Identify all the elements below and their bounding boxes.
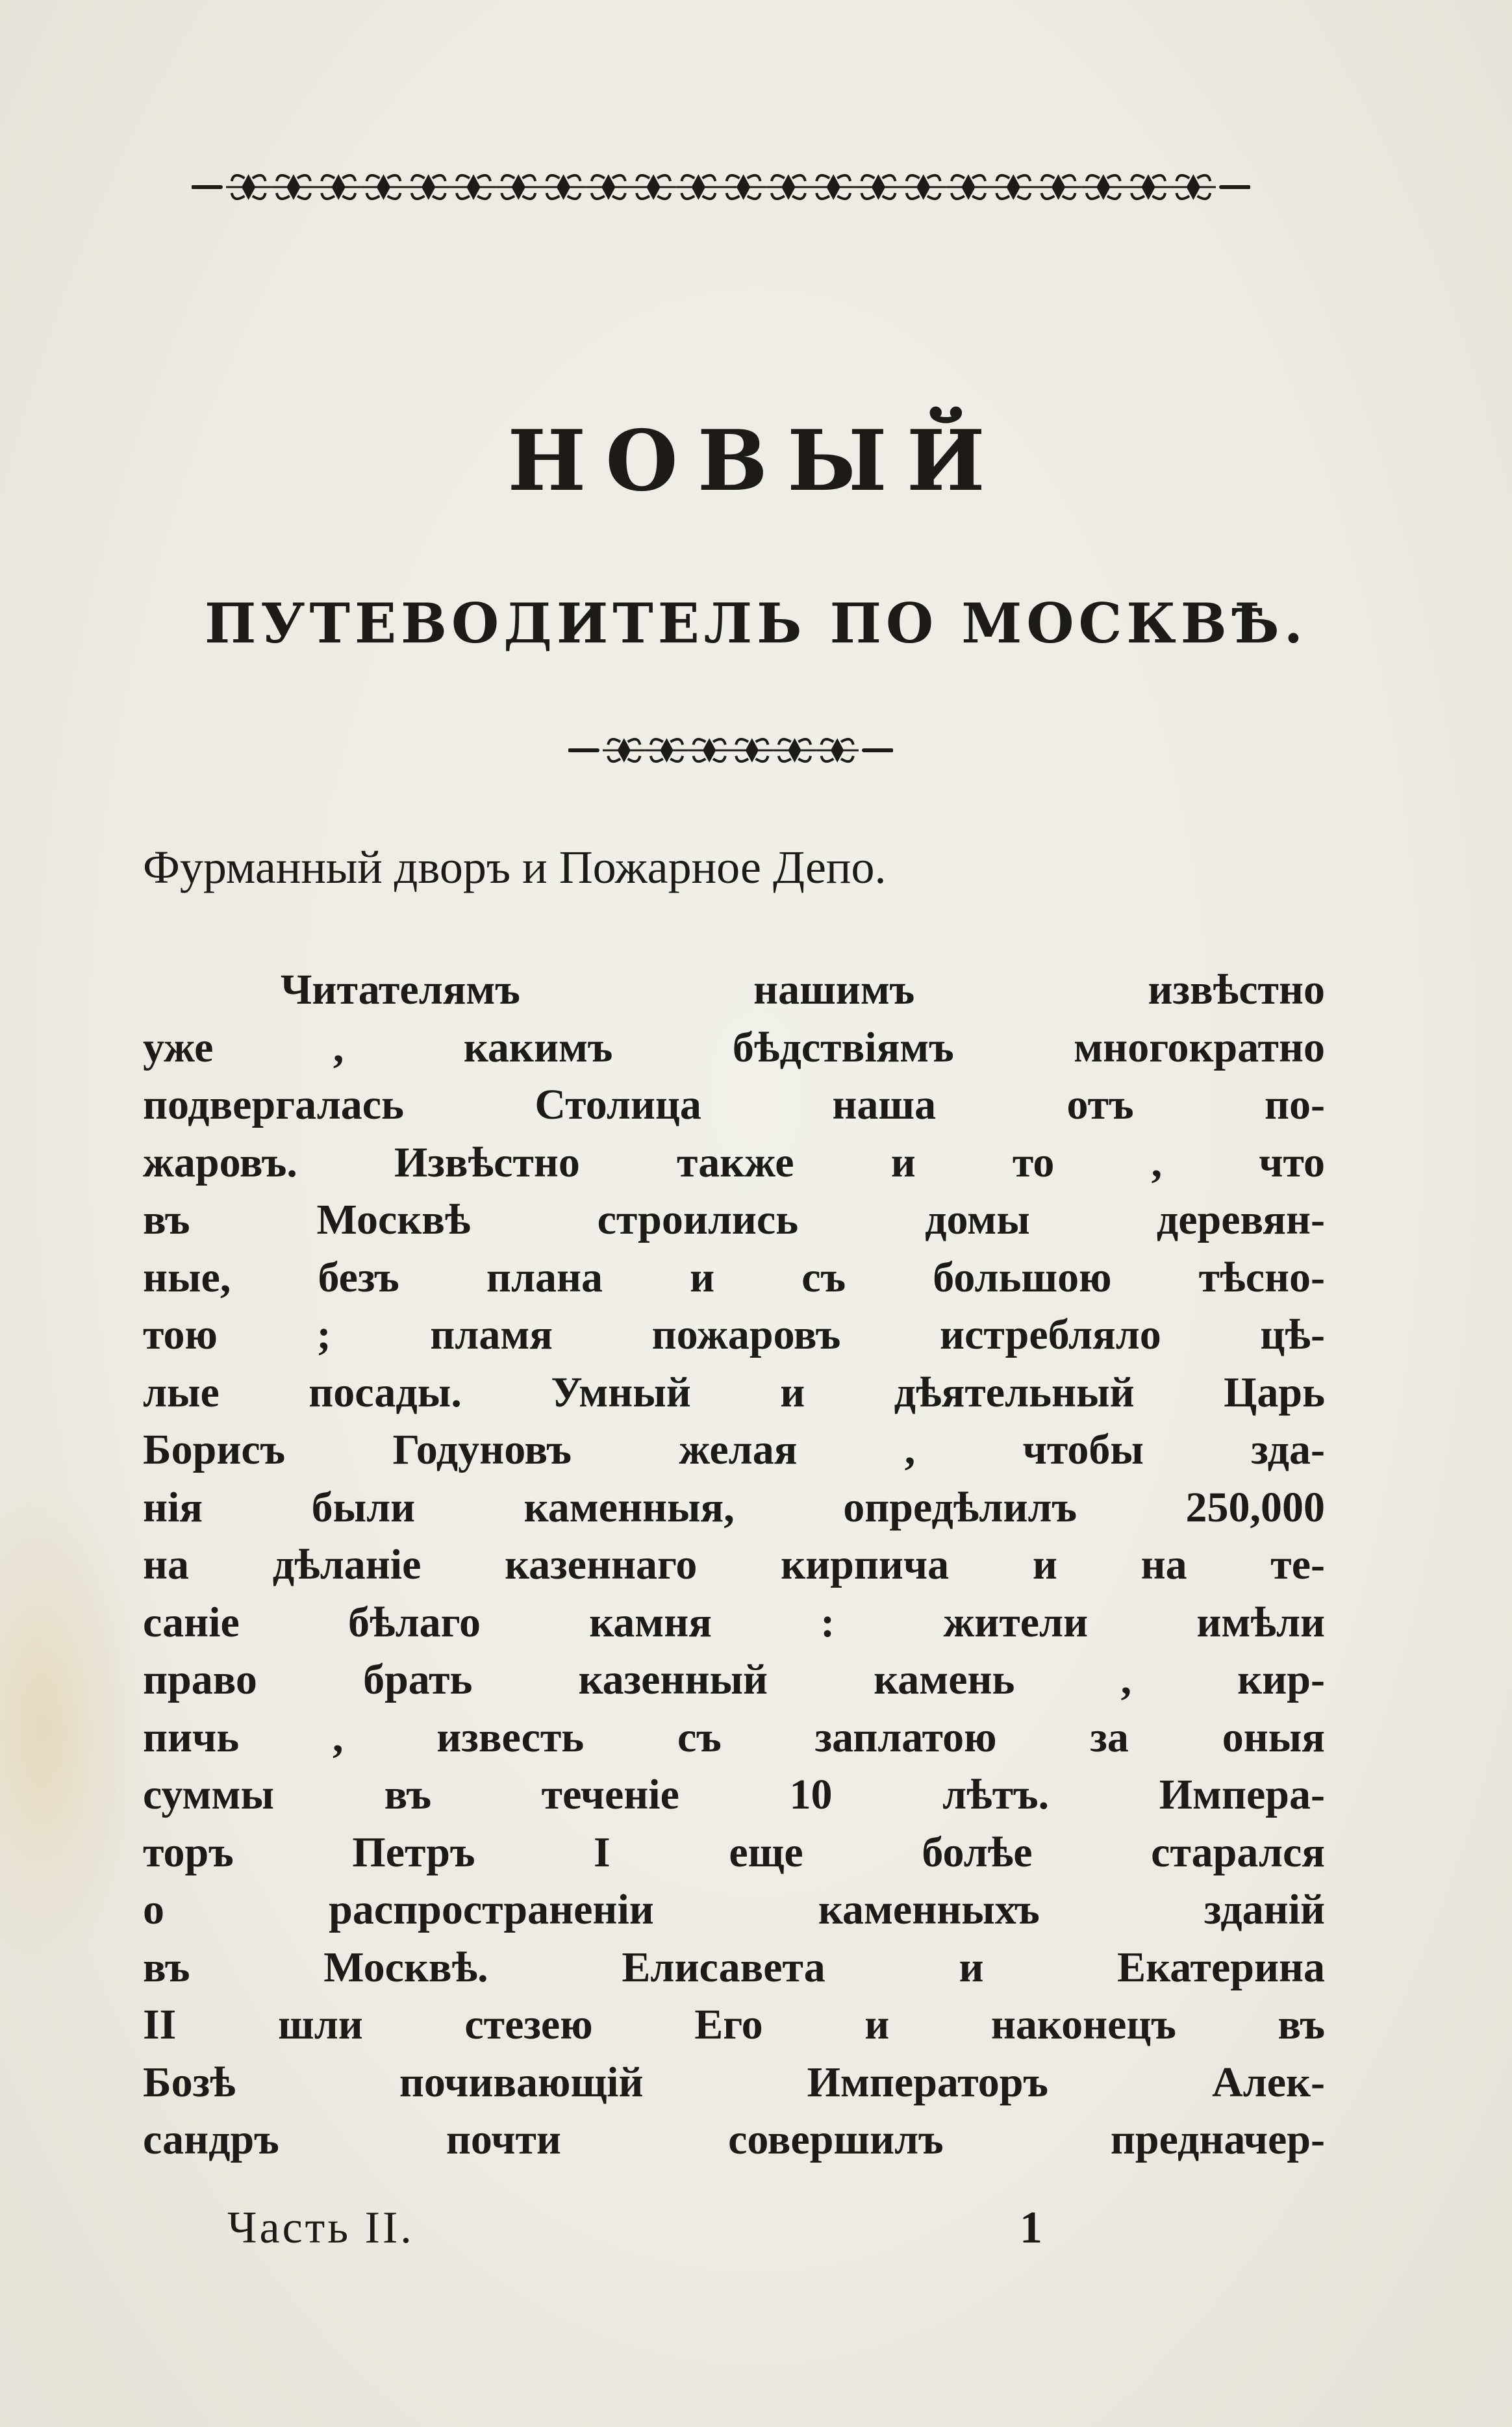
ornament-fleuron [586,174,631,200]
part-label: Часть II. [227,2203,414,2253]
signature-mark: 1 [1020,2203,1042,2253]
body-line: саніе бѣлаго камня : жители имѣли [143,1598,1325,1646]
ornament-fleuron [731,738,774,763]
page-footer [227,2196,1331,2261]
ornament-fleuron [1171,174,1216,200]
body-line: о распространеніи каменныхъ зданій [143,1886,1325,1933]
body-line: право брать казенный камень , кир- [143,1656,1325,1703]
ornament-fleuron [316,174,361,200]
body-line: жаровъ. Извѣстно также и то , что [143,1138,1325,1186]
body-line: Бозѣ почивающій Императоръ Алек- [143,2058,1325,2106]
ornament-fleuron [721,174,766,200]
body-line: лые посады. Умный и дѣятельный Царь [143,1368,1325,1416]
body-line: уже , какимъ бѣдствіямъ многократно [143,1023,1325,1071]
body-line: ные, безъ плана и съ большою тѣсно- [143,1253,1325,1301]
body-line: въ Москвѣ строились домы деревян- [143,1196,1325,1243]
ornament-fleuron [631,174,675,200]
body-line: на дѣланіе казеннаго кирпича и на те- [143,1541,1325,1588]
body-line: Читателямъ нашимъ извѣстно [281,966,1325,1013]
body-line: тою ; пламя пожаровъ истребляло цѣ- [143,1311,1325,1358]
ornament-fleuron [811,174,856,200]
ornament-fleuron [901,174,946,200]
page-title: НОВЫЙ [507,413,1005,510]
ornament-mid-graphic [568,728,893,773]
body-line: сандръ почти совершилъ предначер- [143,2116,1325,2163]
ornament-fleuron [496,174,541,200]
ornament-fleuron [541,174,586,200]
body-line: суммы въ теченіе 10 лѣтъ. Импера- [143,1771,1325,1818]
ornament-fleuron [1126,174,1170,200]
ornament-fleuron [766,174,811,200]
body-line: торъ Петръ I еще болѣе старался [143,1828,1325,1876]
ornament-fleuron [676,174,721,200]
ornament-fleuron [991,174,1036,200]
ornament-fleuron [451,174,496,200]
ornament-fleuron [646,738,688,763]
ornament-fleuron [603,738,646,763]
section-heading: Фурманный дворъ и Пожарное Депо. [143,841,887,893]
ornament-fleuron [406,174,451,200]
body-line: нія были каменныя, опредѣлилъ 250,000 [143,1483,1325,1531]
ornament-fleuron [774,738,816,763]
ornament-fleuron [1081,174,1126,200]
paper-stain [0,1481,143,1975]
page-subtitle: ПУТЕВОДИТЕЛЬ ПО МОСКВѢ. [205,591,1307,655]
ornament-top-graphic [192,161,1250,213]
body-line: II шли стезею Его и наконецъ въ [143,2001,1325,2048]
body-text [143,961,1325,2169]
ornament-fleuron [688,738,731,763]
body-line: подвергалась Столица наша отъ по- [143,1081,1325,1128]
middle-ornament-rule [568,728,893,773]
ornament-fleuron [226,174,271,200]
ornament-fleuron [361,174,406,200]
ornament-fleuron [816,738,859,763]
ornament-fleuron [856,174,901,200]
body-line: пичь , известь съ заплатою за оныя [143,1713,1325,1761]
ornament-fleuron [271,174,316,200]
top-ornament-rule [192,161,1250,213]
ornament-fleuron [946,174,990,200]
ornament-fleuron [1036,174,1081,200]
body-line: въ Москвѣ. Елисавета и Екатерина [143,1943,1325,1991]
body-line: Борисъ Годуновъ желая , чтобы зда- [143,1426,1325,1473]
